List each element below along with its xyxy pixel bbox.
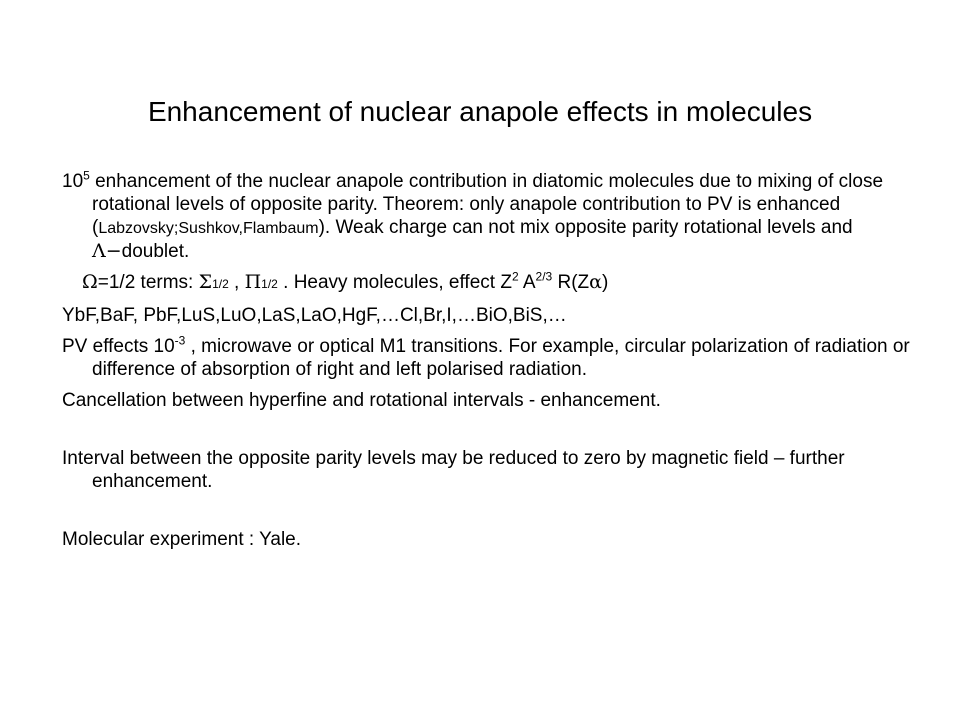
paragraph-text: ) bbox=[602, 272, 609, 293]
pv-exponent: -3 bbox=[174, 333, 186, 348]
z-exponent: 2 bbox=[511, 269, 519, 284]
a-exponent: 2/3 bbox=[535, 269, 553, 284]
pi-subscript: 1/2 bbox=[261, 277, 278, 291]
sigma-symbol: Σ bbox=[198, 271, 213, 293]
paragraph-text: PV effects 10 bbox=[62, 336, 175, 357]
paragraph-enhancement bbox=[62, 170, 922, 263]
paragraph-cancellation: Cancellation between hyperfine and rotational intervals - enhancement. bbox=[62, 390, 661, 411]
sigma-subscript: 1/2 bbox=[212, 277, 229, 291]
pi-symbol: Π bbox=[244, 271, 262, 293]
paragraph-molecules: YbF,BaF, PbF,LuS,LuO,LaS,LaO,HgF,…Cl,Br,I,…BiO,BiS,… bbox=[62, 305, 567, 326]
paragraph-experiment: Molecular experiment : Yale. bbox=[62, 529, 302, 550]
paragraph-text: =1/2 terms: bbox=[97, 272, 199, 293]
slide-title: Enhancement of nuclear anapole effects in molecules bbox=[147, 96, 813, 127]
omega-symbol: Ω bbox=[82, 271, 98, 293]
slide-body bbox=[62, 170, 922, 559]
paragraph-terms bbox=[62, 271, 922, 296]
paragraph-text: ). Weak charge can not mix opposite parity rotational levels and bbox=[318, 217, 853, 238]
paragraph-magnetic-field: Interval between the opposite parity levels may be reduced to zero by magnetic field – further enhancement. bbox=[62, 448, 845, 492]
lambda-symbol: Λ− bbox=[92, 240, 122, 262]
reference-authors: Labzovsky;Sushkov,Flambaum bbox=[98, 220, 319, 237]
paragraph-text: enhancement of the nuclear anapole contribution in diatomic molecules due to mixing of close rotational levels of opposite parity. Theorem: only anapole contribution to PV is enhanced ( bbox=[89, 171, 884, 238]
paragraph-text: doublet. bbox=[121, 241, 190, 262]
factor-exponent: 5 bbox=[83, 168, 90, 183]
alpha-symbol: α bbox=[589, 271, 602, 293]
separator: , bbox=[228, 272, 245, 293]
paragraph-pv-effects bbox=[62, 335, 922, 381]
paragraph-text: A bbox=[518, 272, 536, 293]
paragraph-text: , microwave or optical M1 transitions. For example, circular polarization of radiation or difference of absorption of right and left polarised radiation. bbox=[92, 336, 910, 380]
paragraph-text: R(Z bbox=[552, 272, 590, 293]
paragraph-text: . Heavy molecules, effect Z bbox=[277, 272, 512, 293]
factor-base: 10 bbox=[62, 171, 84, 192]
